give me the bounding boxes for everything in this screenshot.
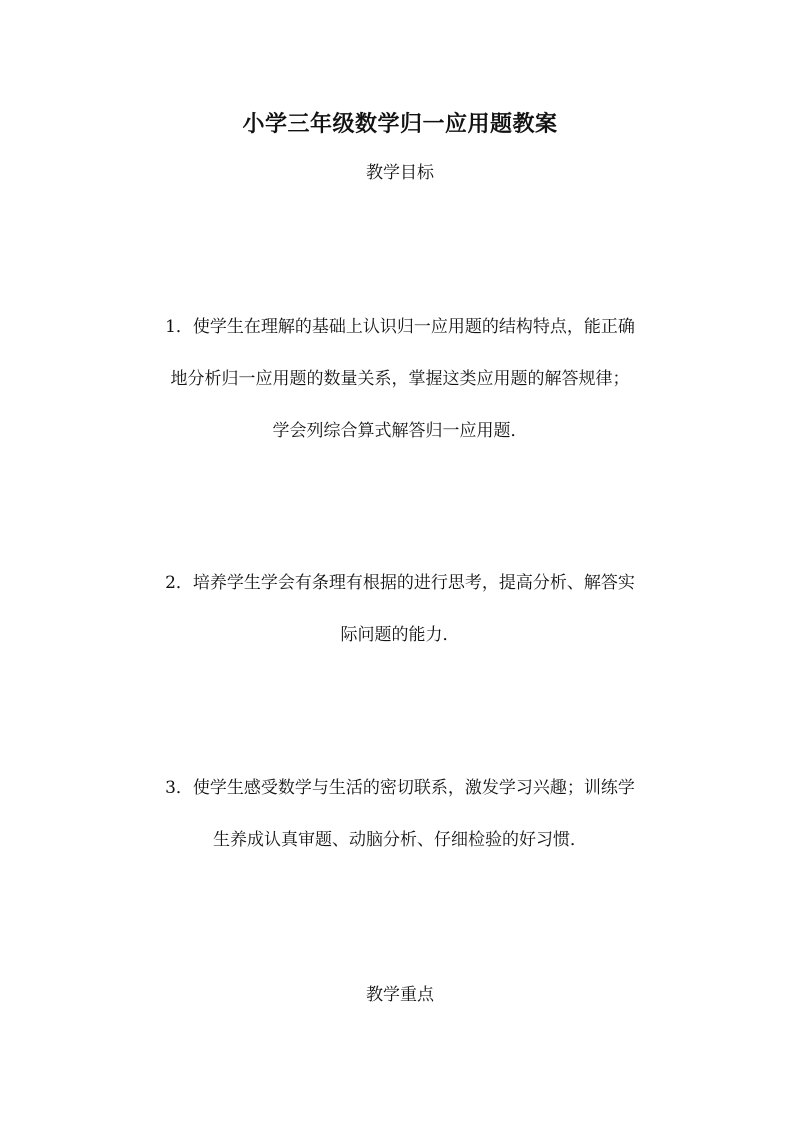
paragraph-line: 2．培养学生学会有条理有根据的进行思考，提高分析、解答实 — [165, 573, 635, 593]
section-heading-keypoints: 教学重点 — [366, 985, 434, 1005]
paragraph-line: 地分析归一应用题的数量关系，掌握这类应用题的解答规律； — [170, 369, 630, 389]
document-title: 小学三年级数学归一应用题教案 — [242, 111, 558, 137]
objective-paragraph-3 — [0, 775, 800, 879]
section-heading-objectives: 教学目标 — [366, 163, 434, 183]
paragraph-line: 学会列综合算式解答归一应用题． — [272, 421, 528, 441]
paragraph-line: 3．使学生感受数学与生活的密切联系，激发学习兴趣；训练学 — [165, 778, 635, 798]
paragraph-line: 际问题的能力． — [340, 625, 460, 645]
objective-paragraph-1 — [0, 314, 800, 470]
paragraph-line: 生养成认真审题、动脑分析、仔细检验的好习惯． — [213, 830, 587, 850]
objective-paragraph-2 — [0, 570, 800, 674]
paragraph-line: 1．使学生在理解的基础上认识归一应用题的结构特点，能正确 — [165, 317, 635, 337]
